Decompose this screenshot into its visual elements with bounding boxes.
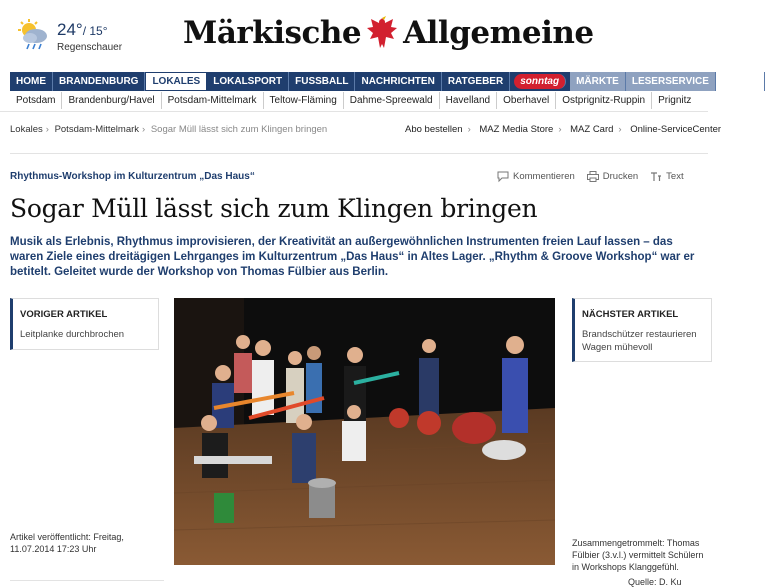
comment-icon xyxy=(497,171,509,182)
divider xyxy=(10,153,708,154)
text-size-button[interactable]: Text xyxy=(650,171,683,182)
nav-fussball[interactable]: FUSSBALL xyxy=(289,72,355,91)
comment-button[interactable]: Kommentieren xyxy=(497,171,575,182)
article-lead: Musik als Erlebnis, Rhythmus improvisieren, der Kreativität an außergewöhnlichen Instrumenten freien Lauf lassen – das waren Ziele eines dreitägigen Lehrganges im Kulturzentrum „Das Haus“ in Altes Lager. „Rhythm & Groove Workshop“ war er betitelt. Geleitet wurde der Workshop von Thomas Fülbier aus Berlin. xyxy=(10,236,695,278)
weather-temperature: 24°/ 15° xyxy=(57,20,108,39)
nav-leserservice[interactable]: LESERSERVICE xyxy=(626,72,716,91)
divider xyxy=(10,580,164,581)
breadcrumb-item[interactable]: Potsdam-Mittelmark xyxy=(54,124,140,135)
subnav-item[interactable]: Potsdam-Mittelmark xyxy=(162,92,264,109)
article-headline: Sogar Müll lässt sich zum Klingen bringen xyxy=(10,194,538,223)
breadcrumb-current: Sogar Müll lässt sich zum Klingen bringen xyxy=(150,124,328,135)
previous-article-box[interactable] xyxy=(10,298,159,350)
subnav-item[interactable]: Potsdam xyxy=(10,92,62,109)
breadcrumb: Lokales › Potsdam-Mittelmark › Sogar Müll lässt sich zum Klingen bringen xyxy=(10,124,328,135)
link-maz-card[interactable]: MAZ Card xyxy=(570,124,614,135)
subnav-item[interactable]: Ostprignitz-Ruppin xyxy=(556,92,652,109)
subnav-item[interactable]: Dahme-Spreewald xyxy=(344,92,440,109)
masthead-right: Allgemeine xyxy=(403,15,594,51)
publish-info: Artikel veröffentlicht: Freitag, 11.07.2014 17:23 Uhr xyxy=(10,532,124,554)
printer-icon xyxy=(587,171,599,182)
masthead-logo[interactable] xyxy=(183,14,594,52)
service-links: Abo bestellen › MAZ Media Store › MAZ Card › Online-ServiceCenter xyxy=(405,124,722,135)
photo-source: Quelle: D. Ku xyxy=(628,577,682,587)
nav-brandenburg[interactable]: BRANDENBURG xyxy=(53,72,145,91)
nav-lokalsport[interactable]: LOKALSPORT xyxy=(207,72,289,91)
nav-nachrichten[interactable]: NACHRICHTEN xyxy=(355,72,441,91)
article-kicker: Rhythmus-Workshop im Kulturzentrum „Das Haus“ xyxy=(10,171,255,182)
nav-maerkte[interactable]: MÄRKTE xyxy=(570,72,626,91)
main-nav xyxy=(10,72,758,91)
weather-description: Regenschauer xyxy=(57,42,123,53)
subnav-item[interactable]: Havelland xyxy=(440,92,497,109)
print-button[interactable]: Drucken xyxy=(587,171,638,182)
weather-rain-icon xyxy=(17,18,49,50)
next-article-title: NÄCHSTER ARTIKEL xyxy=(582,309,679,320)
breadcrumb-item[interactable]: Lokales xyxy=(10,124,43,135)
article-photo[interactable] xyxy=(174,298,555,565)
nav-home[interactable]: HOME xyxy=(10,72,53,91)
previous-article-title: VORIGER ARTIKEL xyxy=(20,309,108,320)
link-service-center[interactable]: Online-ServiceCenter xyxy=(630,124,722,135)
masthead-left: Märkische xyxy=(183,15,362,51)
nav-sonntag[interactable]: sonntag xyxy=(514,74,566,89)
next-article-link[interactable]: Brandschützer restaurieren Wagen mühevoll xyxy=(582,329,697,353)
link-media-store[interactable]: MAZ Media Store xyxy=(479,124,554,135)
previous-article-link[interactable]: Leitplanke durchbrochen xyxy=(20,329,125,340)
sub-nav xyxy=(10,92,700,109)
nav-lokales[interactable]: LOKALES xyxy=(145,72,207,91)
subnav-item[interactable]: Brandenburg/Havel xyxy=(62,92,161,109)
photo-illustration xyxy=(174,298,555,565)
nav-inhalt[interactable]: INHALT xyxy=(716,72,765,91)
link-abo[interactable]: Abo bestellen xyxy=(405,124,463,135)
nav-ratgeber[interactable]: RATGEBER xyxy=(442,72,510,91)
eagle-icon xyxy=(365,14,399,52)
photo-caption: Zusammengetrommelt: Thomas Fülbier (3.v.l.) vermittelt Schülern in Workshops Klanggefühl. xyxy=(572,538,704,572)
subnav-item[interactable]: Oberhavel xyxy=(497,92,556,109)
text-size-icon xyxy=(650,171,662,182)
next-article-box[interactable] xyxy=(572,298,712,362)
subnav-item[interactable]: Teltow-Fläming xyxy=(264,92,344,109)
divider xyxy=(0,111,708,112)
subnav-item[interactable]: Prignitz xyxy=(658,95,692,106)
article-tools xyxy=(497,171,684,182)
